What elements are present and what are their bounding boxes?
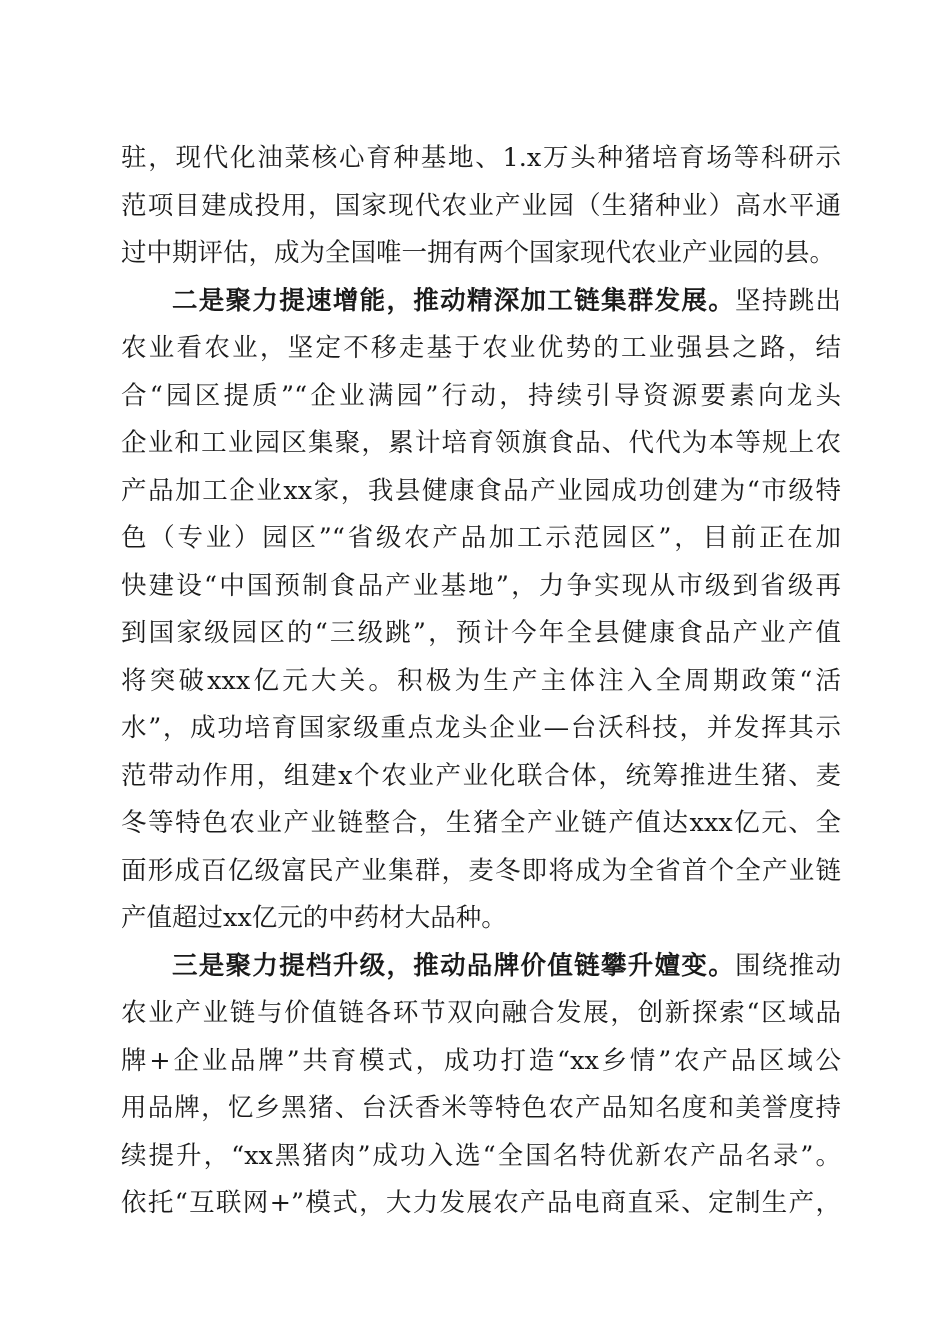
text-line: 续提升，“xx黑猪肉”成功入选“全国名特优新农产品名录”。 [121, 1140, 841, 1171]
line-remainder: 坚持跳出 [735, 285, 841, 316]
text-line: 产品加工企业xx家，我县健康食品产业园成功创建为“市级特 [121, 475, 841, 506]
text-line: 将突破xxx亿元大关。积极为生产主体注入全周期政策“活 [121, 665, 841, 696]
text-line: 水”，成功培育国家级重点龙头企业—台沃科技，并发挥其示 [121, 713, 841, 743]
body-text [121, 135, 841, 1228]
text-line: 农业看农业，坚定不移走基于农业优势的工业强县之路，结 [121, 333, 841, 363]
line-remainder: 围绕推动 [735, 950, 841, 981]
text-line: 产值超过xx亿元的中药材大品种。 [121, 903, 507, 933]
text-line: 面形成百亿级富民产业集群，麦冬即将成为全省首个全产业链 [121, 855, 841, 886]
text-line: 色（专业）园区”“省级农产品加工示范园区”，目前正在加 [121, 523, 841, 553]
text-line: 范项目建成投用，国家现代农业产业园（生猪种业）高水平通 [121, 190, 841, 221]
bold-lead-sentence: 二是聚力提速增能，推动精深加工链集群发展。 [172, 285, 736, 316]
text-line: 合“园区提质”“企业满园”行动，持续引导资源要素向龙头 [121, 380, 841, 411]
text-line: 冬等特色农业产业链整合，生猪全产业链产值达xxx亿元、全 [121, 808, 841, 838]
text-line: 依托“互联网+”模式，大力发展农产品电商直采、定制生产， [121, 1188, 841, 1218]
text-line: 农业产业链与价值链各环节双向融合发展，创新探索“区域品 [121, 998, 841, 1028]
paragraph-start-line [121, 278, 841, 326]
text-line: 到国家级园区的“三级跳”，预计今年全县健康食品产业产值 [121, 618, 841, 648]
text-line: 用品牌，忆乡黑猪、台沃香米等特色农产品知名度和美誉度持 [121, 1093, 841, 1123]
text-line: 牌+企业品牌”共育模式，成功打造“xx乡情”农产品区域公 [121, 1045, 841, 1076]
paragraph-start-line [121, 943, 841, 991]
text-line: 过中期评估，成为全国唯一拥有两个国家现代农业产业园的县。 [121, 238, 836, 268]
bold-lead-sentence: 三是聚力提档升级，推动品牌价值链攀升嬗变。 [172, 950, 736, 981]
text-line: 企业和工业园区集聚，累计培育领旗食品、代代为本等规上农 [121, 428, 841, 458]
text-line: 驻，现代化油菜核心育种基地、1.x万头种猪培育场等科研示 [121, 143, 841, 173]
text-line: 快建设“中国预制食品产业基地”，力争实现从市级到省级再 [121, 570, 841, 601]
text-line: 范带动作用，组建x个农业产业化联合体，统筹推进生猪、麦 [121, 760, 841, 791]
